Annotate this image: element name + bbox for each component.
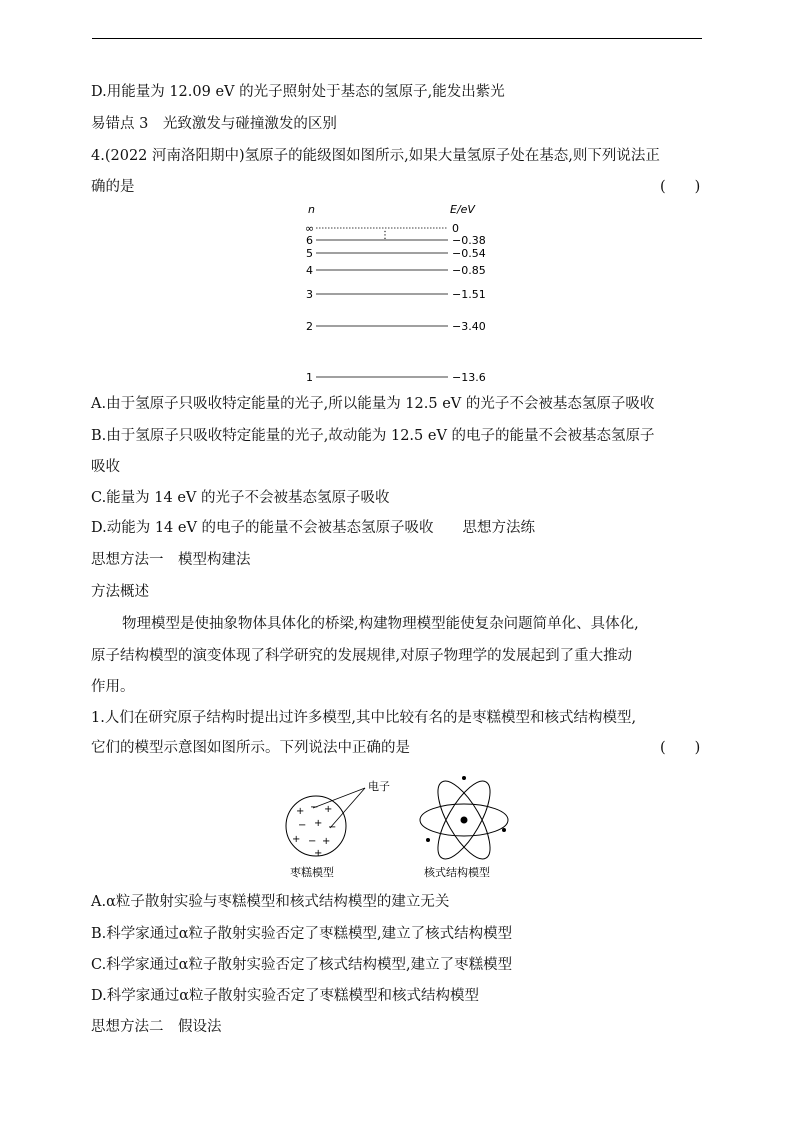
intermediate-dots: ⋮	[380, 230, 390, 241]
level-e-5: −0.54	[452, 247, 486, 260]
nuclear-model-caption: 核式结构模型	[424, 866, 490, 879]
plus-charge: +	[296, 806, 305, 817]
question-4-stem: 4.(2022 河南洛阳期中)氢原子的能级图如图所示,如果大量氢原子处在基态,则下列说法正	[91, 148, 660, 164]
level-n-2: 2	[306, 320, 313, 333]
q1-option-d: D.科学家通过α粒子散射实验否定了枣糕模型和核式结构模型	[91, 988, 480, 1004]
plus-charge: +	[314, 848, 323, 859]
option-d: D.动能为 14 eV 的电子的能量不会被基态氢原子吸收 思想方法练	[91, 520, 536, 536]
atom-models-figure	[270, 768, 520, 886]
question-1-stem: 1.人们在研究原子结构时提出过许多模型,其中比较有名的是枣糕模型和核式结构模型,	[91, 710, 637, 726]
level-e-4: −0.85	[452, 264, 486, 277]
plus-charge: +	[322, 836, 331, 847]
header-rule	[92, 38, 702, 39]
question-4-stem-cont: 确的是	[91, 179, 135, 195]
plus-charge: +	[314, 818, 323, 829]
energy-axis-label: E/eV	[450, 203, 475, 216]
electron-pointer-line	[330, 788, 365, 828]
question-1-stem-cont: 它们的模型示意图如图所示。下列说法中正确的是	[91, 740, 410, 756]
minus-charge: −	[298, 820, 307, 831]
level-n-5: 5	[306, 247, 313, 260]
plus-charge: +	[324, 804, 333, 815]
energy-level-diagram	[300, 198, 500, 388]
answer-blank-q4: ( )	[660, 179, 701, 195]
method-one-heading: 思想方法一 模型构建法	[91, 552, 251, 568]
option-c: C.能量为 14 eV 的光子不会被基态氢原子吸收	[91, 490, 390, 506]
option-b: B.由于氢原子只吸收特定能量的光子,故动能为 12.5 eV 的电子的能量不会被基态氢原子	[91, 428, 655, 444]
minus-charge: −	[308, 836, 317, 847]
level-n-6: 6	[306, 234, 313, 247]
level-e-infinity: 0	[452, 222, 459, 235]
nuclear-atom	[420, 774, 508, 866]
level-e-2: −3.40	[452, 320, 486, 333]
nucleus	[461, 817, 468, 824]
q1-option-b: B.科学家通过α粒子散射实验否定了枣糕模型,建立了核式结构模型	[91, 926, 513, 942]
section-heading-error-point-3: 易错点 3 光致激发与碰撞激发的区别	[91, 116, 337, 132]
n-axis-label: n	[308, 203, 315, 216]
overview-paragraph-2: 原子结构模型的演变体现了科学研究的发展规律,对原子物理学的发展起到了重大推动	[91, 648, 633, 664]
minus-charge: −	[310, 802, 319, 813]
electron-dot	[426, 838, 430, 842]
option-d-prev: D.用能量为 12.09 eV 的光子照射处于基态的氢原子,能发出紫光	[91, 84, 505, 100]
electron-dot	[502, 828, 506, 832]
option-b-cont: 吸收	[91, 459, 120, 475]
overview-paragraph-3: 作用。	[91, 679, 135, 695]
overview-paragraph-1: 物理模型是使抽象物体具体化的桥梁,构建物理模型能使复杂问题简单化、具体化,	[122, 616, 639, 632]
method-two-heading: 思想方法二 假设法	[91, 1019, 222, 1035]
q1-option-a: A.α粒子散射实验与枣糕模型和核式结构模型的建立无关	[91, 894, 450, 910]
level-e-3: −1.51	[452, 288, 486, 301]
level-n-4: 4	[306, 264, 313, 277]
answer-blank-q1: ( )	[660, 740, 701, 756]
method-overview-heading: 方法概述	[91, 584, 149, 600]
electron-label: 电子	[368, 780, 390, 793]
level-n-infinity: ∞	[305, 222, 315, 235]
level-n-3: 3	[306, 288, 313, 301]
electron-pointer-line	[313, 788, 365, 808]
q1-option-c: C.科学家通过α粒子散射实验否定了核式结构模型,建立了枣糕模型	[91, 957, 513, 973]
plum-model-caption: 枣糕模型	[290, 866, 334, 879]
level-e-6: −0.38	[452, 234, 486, 247]
minus-charge: −	[328, 822, 337, 833]
level-e-1: −13.6	[452, 371, 486, 384]
level-n-1: 1	[306, 371, 313, 384]
plus-charge: +	[292, 834, 301, 845]
option-a: A.由于氢原子只吸收特定能量的光子,所以能量为 12.5 eV 的光子不会被基态氢原子吸收	[91, 396, 655, 412]
electron-dot	[462, 776, 466, 780]
